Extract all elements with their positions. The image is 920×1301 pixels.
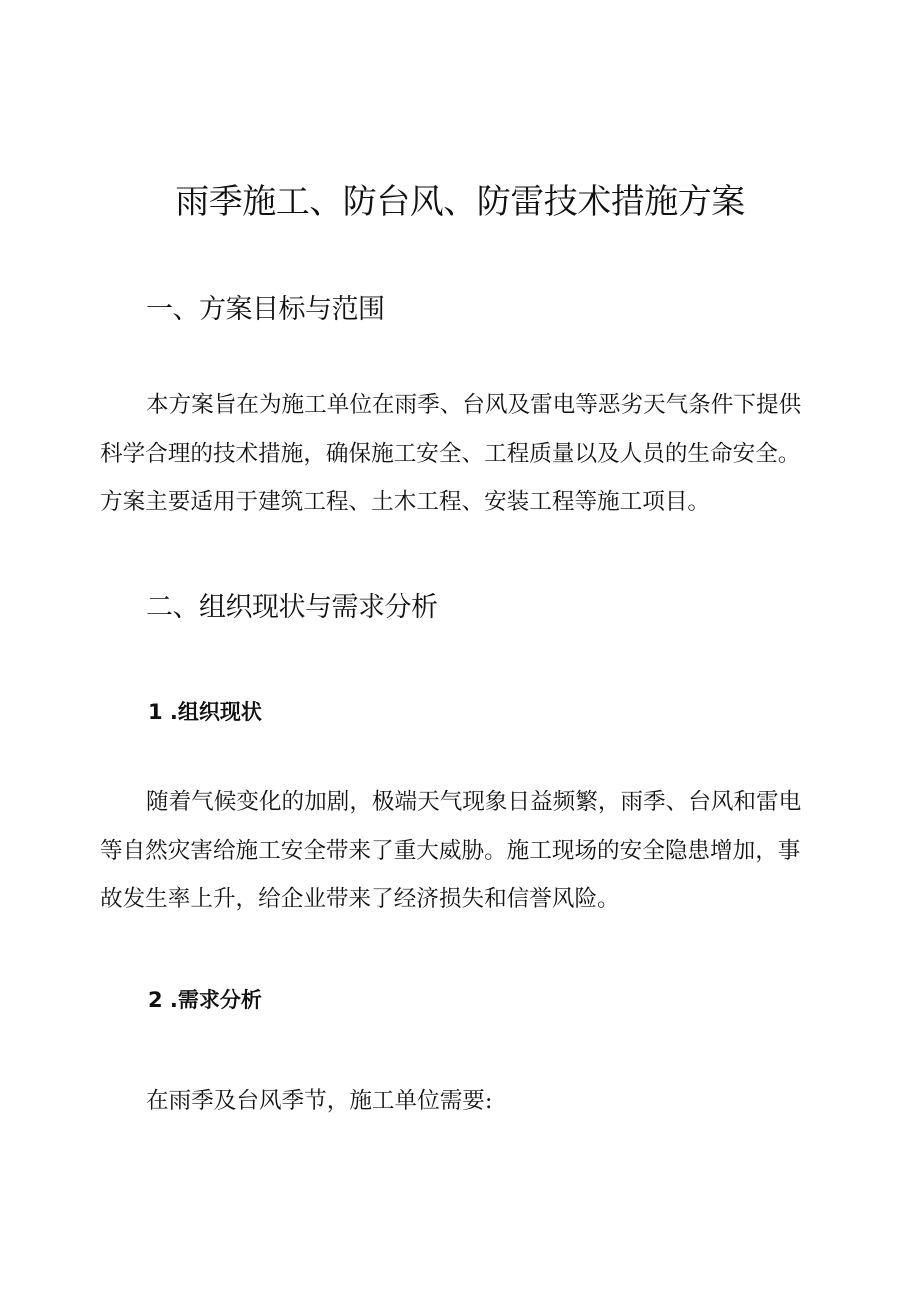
paragraph-line: 等自然灾害给施工安全带来了重大威胁。施工现场的安全隐患增加，事 bbox=[100, 837, 801, 864]
subsection-heading-needs: 2 .需求分析 bbox=[148, 988, 262, 1012]
paragraph-line: 在雨季及台风季节，施工单位需要: bbox=[146, 1088, 493, 1114]
section-heading-goals-scope: 一、方案目标与范围 bbox=[146, 294, 385, 325]
paragraph-line: 随着气候变化的加剧，极端天气现象日益频繁，雨季、台风和雷电 bbox=[146, 789, 802, 815]
paragraph-line: 故发生率上升，给企业带来了经济损失和信誉风险。 bbox=[100, 886, 620, 912]
paragraph-status bbox=[100, 778, 824, 924]
paragraph-line: 本方案旨在为施工单位在雨季、台风及雷电等恶劣天气条件下提供 bbox=[146, 392, 802, 418]
paragraph-goals-scope bbox=[100, 381, 824, 527]
section-heading-status-needs: 二、组织现状与需求分析 bbox=[146, 592, 438, 623]
subsection-heading-status: 1 .组织现状 bbox=[148, 700, 262, 724]
paragraph-line: 方案主要适用于建筑工程、土木工程、安装工程等施工项目。 bbox=[100, 489, 711, 515]
paragraph-line: 科学合理的技术措施，确保施工安全、工程质量以及人员的生命安全。 bbox=[100, 440, 801, 467]
document-title: 雨季施工、防台风、防雷技术措施方案 bbox=[175, 182, 745, 222]
paragraph-needs bbox=[100, 1077, 824, 1126]
